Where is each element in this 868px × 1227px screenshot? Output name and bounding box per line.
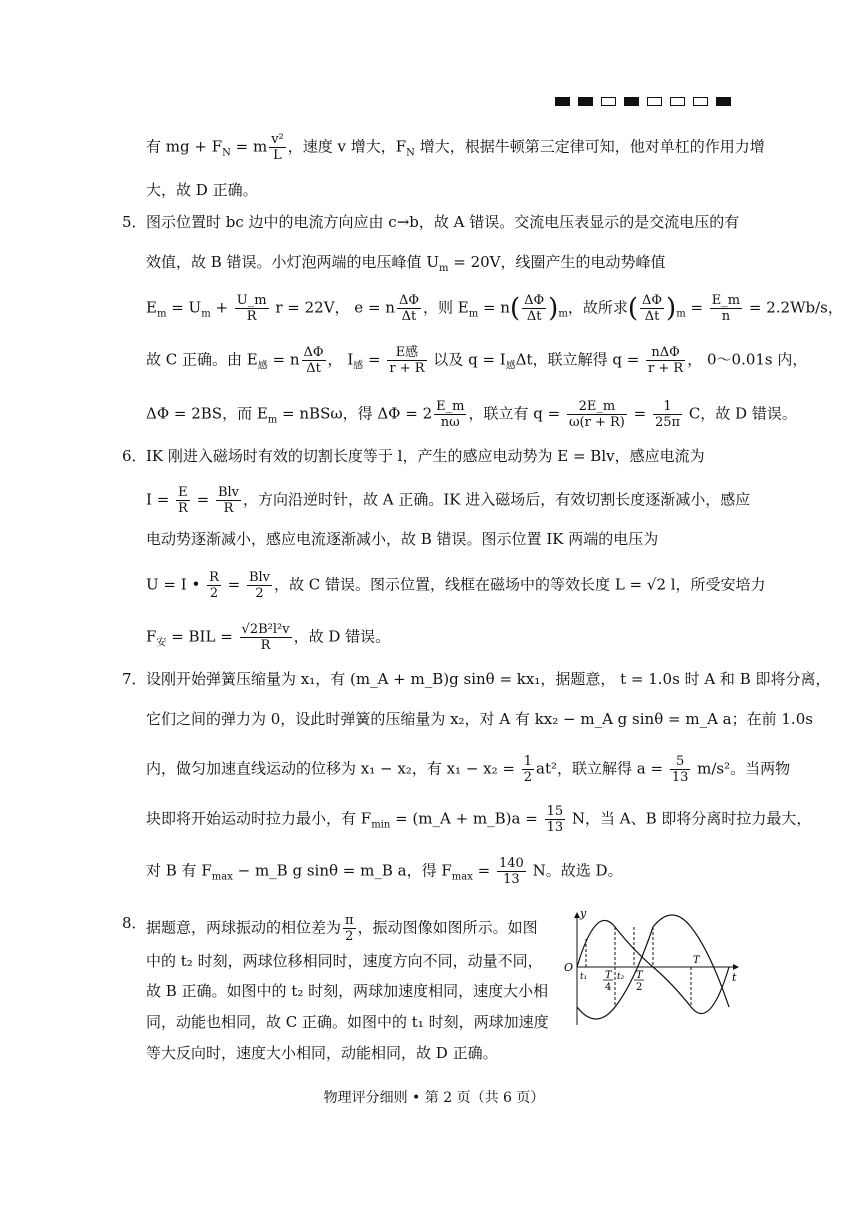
text: 块即将开始运动时拉力最小，有 F [146, 809, 372, 828]
text: N。故选 D。 [527, 861, 623, 880]
text: m [156, 308, 167, 320]
text: max [211, 871, 233, 883]
numerator: U_m [236, 293, 267, 308]
y-label: y [580, 907, 587, 920]
header-mark [647, 97, 662, 106]
text: m/s²。当两物 [692, 759, 791, 778]
paren: ( [627, 293, 638, 324]
q7-line-4 [146, 804, 811, 836]
text: m [267, 414, 278, 426]
q6-line-3: 电动势逐渐减小，感应电流逐渐减小，故 B 错误。图示位置 IK 两端的电压为 [146, 530, 659, 548]
text: C，故 D 错误。 [684, 404, 797, 423]
q6-line-1: IK 刚进入磁场时有效的切割长度等于 l，产生的感应电动势为 E = Blv，感应电流为 [146, 447, 705, 465]
text: I = [146, 490, 175, 509]
header-mark [601, 97, 616, 106]
numerator: √2B²l²v [241, 622, 290, 637]
q5-line-5 [146, 399, 797, 431]
q4-line-2: 大，故 D 正确。 [146, 181, 258, 199]
q7-line-5 [146, 856, 623, 888]
q6-line-4 [146, 570, 766, 601]
denominator: 13 [671, 770, 689, 785]
numerator: E_m [711, 293, 741, 308]
denominator: n [721, 309, 731, 324]
denominator: Δt [401, 309, 417, 324]
q8-line-4: 同，动能也相同，故 C 正确。如图中的 t₁ 时刻，两球加速度 [146, 1013, 549, 1031]
header-mark [578, 97, 593, 106]
denominator: Δt [306, 361, 321, 376]
numerator: π [345, 913, 354, 928]
question-number: 5． [122, 213, 147, 231]
text: 感 [257, 360, 268, 372]
text: = 20V，线圈产生的电动势峰值 [448, 253, 666, 271]
fraction [653, 399, 682, 430]
fraction [397, 293, 421, 324]
text: = [472, 861, 495, 880]
fraction [434, 399, 466, 430]
question-number: 6． [122, 447, 147, 465]
denominator: R [260, 638, 271, 653]
q7-line-2: 它们之间的弹力为 0，设此时弹簧的压缩量为 x₂，对 A 有 kx₂ − m_A g sinθ = m_A a；在前 1.0s [146, 710, 813, 728]
text: − m_B g sinθ = m_B a，得 F [232, 861, 452, 880]
numerator: 5 [670, 754, 691, 770]
text: = [191, 490, 214, 509]
text: ，则 E [423, 298, 469, 317]
question-number: 7． [122, 670, 147, 688]
text: m [676, 308, 686, 320]
text: 安 [156, 637, 167, 649]
numerator: 2E_m [567, 399, 627, 415]
origin-label: O [564, 961, 574, 974]
text: m [201, 308, 211, 320]
denominator: 25π [654, 415, 681, 430]
denominator: 2 [255, 586, 264, 601]
text: ，故 C 错误。图示位置，线框在磁场中的等效长度 L = √2 l，所受安培力 [274, 575, 766, 594]
text: = n [478, 298, 510, 317]
page-footer: 物理评分细则 • 第 2 页（共 6 页） [323, 1090, 545, 1106]
fraction [207, 570, 221, 601]
q7-line-3 [146, 754, 790, 785]
text: = m [230, 137, 268, 156]
denominator: r + R [648, 361, 684, 376]
text: m [558, 308, 568, 320]
numerator: E [176, 485, 190, 501]
fraction [216, 485, 241, 516]
text: ，联立有 q = [468, 404, 565, 423]
q7-line-1: 设刚开始弹簧压缩量为 x₁，有 (m_A + m_B)g sinθ = kx₁，据题意， t = 1.0s 时 A 和 B 即将分离， [146, 670, 831, 688]
text: = [363, 350, 386, 369]
q5-line-4 [146, 345, 807, 377]
text: + [210, 298, 233, 317]
denominator: 13 [503, 872, 520, 887]
text: ，故 D 错误。 [293, 627, 391, 646]
q8-line-3: 故 B 正确。如图中的 t₂ 时刻，两球加速度相同，速度大小相 [146, 982, 549, 1000]
quarter-num: T [605, 970, 612, 981]
text: 感 [505, 360, 516, 372]
q5-line-3 [146, 293, 843, 325]
header-marks [555, 97, 731, 106]
text: Δt，联立解得 q = [515, 350, 645, 369]
fraction [269, 132, 286, 163]
text: at²，联立解得 a = [536, 759, 668, 778]
denominator: L [273, 148, 282, 163]
text: ， I [327, 350, 354, 369]
denominator: ω(r + R) [568, 415, 625, 430]
q4-line-1 [146, 132, 765, 164]
fraction [567, 399, 627, 430]
denominator: 2 [209, 586, 219, 601]
text: 据题意，两球振动的相位差为 [146, 918, 342, 937]
text: 对 B 有 F [146, 861, 212, 880]
quarter-den: 4 [605, 982, 612, 993]
text: U = I • [146, 575, 206, 594]
text: m [438, 263, 449, 274]
q5-line-2 [146, 252, 666, 279]
text: = [685, 298, 708, 317]
question-number: 8． [122, 914, 147, 932]
numerator: 140 [498, 856, 524, 871]
fraction [545, 804, 566, 835]
text: ，速度 v 增大，F [287, 137, 407, 156]
period-label: T [693, 955, 700, 966]
numerator: ΔΦ [303, 345, 324, 360]
numerator: Blv [217, 485, 239, 500]
text: = n [267, 350, 300, 369]
text: = nBSω，得 ΔΦ = 2 [277, 404, 433, 423]
x-label: t [732, 971, 737, 984]
text: = BIL = [166, 627, 238, 646]
numerator: R [209, 570, 219, 585]
denominator: R [223, 501, 234, 516]
numerator: ΔΦ [641, 293, 663, 308]
text: r = 22V， e = n [270, 298, 395, 317]
text: N [406, 147, 415, 159]
fraction [522, 293, 546, 324]
fraction [247, 570, 272, 601]
fraction [302, 345, 326, 376]
header-mark [624, 97, 639, 106]
text: 增大，根据牛顿第三定律可知，他对单杠的作用力增 [414, 137, 765, 156]
paren: ) [666, 293, 677, 324]
text: N，当 A、B 即将分离时拉力最大， [567, 809, 812, 828]
fraction [670, 754, 691, 785]
text: 以及 q = I [428, 350, 506, 369]
denominator: 13 [546, 820, 564, 835]
q8-line-2: 中的 t₂ 时刻，两球位移相同时，速度方向不同，动量不同， [146, 952, 543, 970]
paren: ( [509, 293, 521, 324]
numerator: nΔΦ [646, 345, 685, 361]
denominator: Δt [644, 309, 660, 324]
numerator: E感 [387, 345, 426, 361]
vibration-graph [562, 905, 742, 1030]
text: ，振动图像如图所示。如图 [357, 918, 538, 937]
half-num: T [636, 970, 643, 981]
numerator: E_m [436, 399, 465, 414]
fraction [522, 754, 534, 785]
text: max [451, 871, 473, 883]
text: ，故所求 [567, 298, 628, 317]
text: 有 mg + F [146, 137, 223, 156]
q6-line-5 [146, 622, 390, 654]
text: = 2.2Wb/s， [744, 298, 843, 317]
text: = [628, 404, 651, 423]
text: 内，做匀加速直线运动的位移为 x₁ − x₂，有 x₁ − x₂ = [146, 759, 520, 778]
header-mark [670, 97, 685, 106]
denominator: Δt [526, 309, 542, 324]
numerator: 1 [653, 399, 682, 415]
text: F [146, 627, 157, 646]
denominator: 2 [345, 929, 354, 944]
t1-label: t₁ [580, 972, 588, 982]
fraction [710, 293, 742, 324]
text: = U [166, 298, 202, 317]
half-den: 2 [636, 982, 643, 993]
numerator: ΔΦ [398, 293, 419, 308]
text: 故 C 正确。由 E [146, 350, 258, 369]
q8-line-1 [146, 913, 538, 944]
denominator: nω [440, 415, 460, 430]
t2-label: t₂ [617, 972, 625, 982]
denominator: 2 [523, 770, 533, 785]
fraction [235, 293, 269, 324]
fraction [387, 345, 426, 376]
denominator: R [246, 309, 257, 324]
denominator: r + R [389, 361, 425, 376]
header-mark [693, 97, 708, 106]
numerator: 15 [546, 804, 564, 819]
text: min [371, 819, 391, 831]
fraction [240, 622, 292, 653]
fraction [646, 345, 685, 376]
numerator: v² [271, 132, 284, 147]
q6-line-2 [146, 485, 750, 516]
text: = [222, 575, 245, 594]
numerator: 1 [523, 754, 533, 769]
q5-line-1: 图示位置时 bc 边中的电流方向应由 c→b，故 A 错误。交流电压表显示的是交流电压的有 [146, 213, 740, 231]
text: ， 0～0.01s 内， [687, 350, 808, 369]
paren: ) [548, 293, 559, 324]
text: 感 [353, 360, 364, 372]
fraction [640, 293, 664, 324]
text: m [468, 308, 479, 320]
fraction [176, 485, 190, 516]
header-mark [555, 97, 570, 106]
fraction [497, 856, 526, 887]
text: ΔΦ = 2BS，而 E [146, 404, 268, 423]
numerator: ΔΦ [524, 293, 545, 308]
text: N [222, 147, 231, 159]
text: = (m_A + m_B)a = [390, 809, 543, 828]
denominator: R [178, 501, 188, 516]
numerator: Blv [248, 570, 271, 585]
header-mark [716, 97, 731, 106]
text: E [146, 298, 157, 317]
fraction [343, 913, 356, 944]
q8-line-5: 等大反向时，速度大小相同，动能相同，故 D 正确。 [146, 1044, 498, 1062]
text: 效值，故 B 错误。小灯泡两端的电压峰值 U [146, 253, 439, 271]
text: ，方向沿逆时针，故 A 正确。IK 进入磁场后，有效切割长度逐渐减小，感应 [243, 490, 751, 509]
